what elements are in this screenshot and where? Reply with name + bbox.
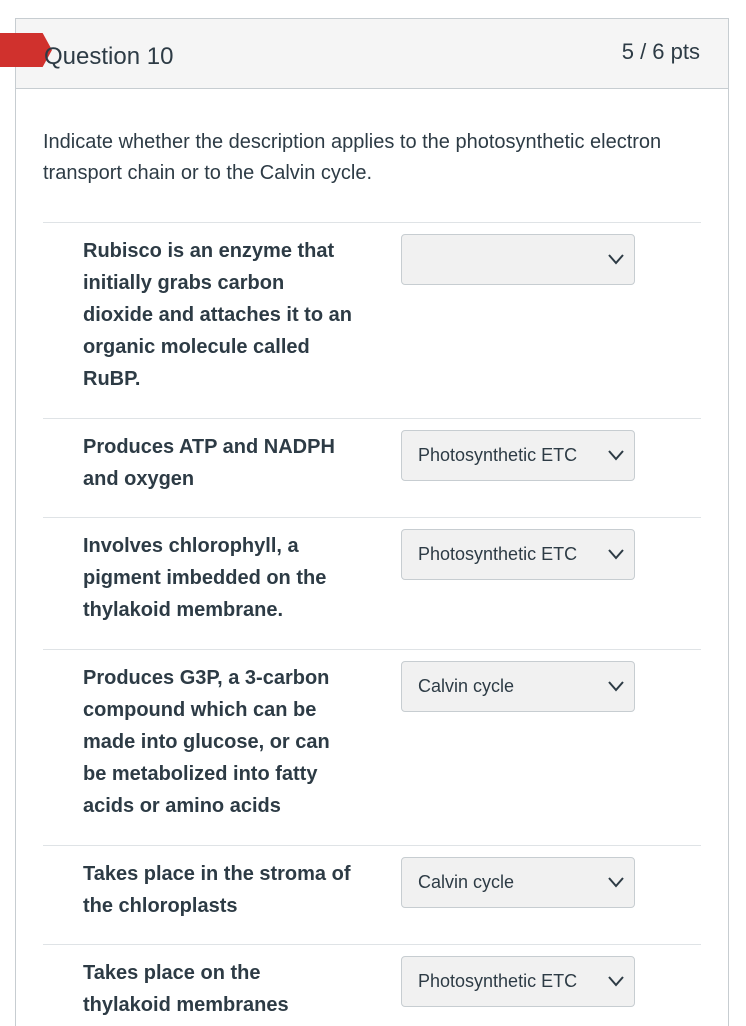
answer-description: Takes place on the thylakoid membranes bbox=[83, 962, 289, 1016]
answer-select[interactable] bbox=[401, 234, 635, 285]
answer-select[interactable] bbox=[401, 661, 635, 712]
answer-description: Involves chlorophyll, a pigment imbedded on the thylakoid membrane. bbox=[83, 535, 327, 621]
chevron-down-icon bbox=[607, 679, 625, 693]
answer-row bbox=[43, 944, 701, 1026]
answer-row bbox=[43, 649, 701, 845]
answer-row bbox=[43, 418, 701, 517]
question-points: 5 / 6 pts bbox=[621, 39, 700, 64]
answer-select[interactable] bbox=[401, 529, 635, 580]
question-prompt: Indicate whether the description applies to the photosynthetic electron transport chain or to the Calvin cycle. bbox=[43, 131, 662, 184]
answer-select-value: Calvin cycle bbox=[418, 676, 515, 696]
answer-row bbox=[43, 517, 701, 649]
answer-row bbox=[43, 222, 701, 418]
answer-row bbox=[43, 845, 701, 944]
chevron-down-icon bbox=[607, 252, 625, 266]
answer-select[interactable] bbox=[401, 430, 635, 481]
answer-description: Produces ATP and NADPH and oxygen bbox=[83, 436, 335, 490]
answer-select-value: Photosynthetic ETC bbox=[418, 971, 578, 991]
answer-select-value: Photosynthetic ETC bbox=[418, 445, 578, 465]
answer-description: Produces G3P, a 3-carbon compound which can be made into glucose, or can be metabolized into fatty acids or amino acids bbox=[83, 667, 330, 817]
chevron-down-icon bbox=[607, 875, 625, 889]
answer-select[interactable] bbox=[401, 956, 635, 1007]
answer-description: Takes place in the stroma of the chloroplasts bbox=[83, 863, 351, 917]
chevron-down-icon bbox=[607, 448, 625, 462]
answer-select[interactable] bbox=[401, 857, 635, 908]
question-header bbox=[16, 19, 728, 89]
answer-description: Rubisco is an enzyme that initially grabs carbon dioxide and attaches it to an organic molecule called RuBP. bbox=[83, 240, 352, 390]
question-title: Question 10 bbox=[44, 43, 174, 70]
answer-select-value: Calvin cycle bbox=[418, 872, 515, 892]
chevron-down-icon bbox=[607, 547, 625, 561]
chevron-down-icon bbox=[607, 974, 625, 988]
answer-select-value: Photosynthetic ETC bbox=[418, 544, 578, 564]
